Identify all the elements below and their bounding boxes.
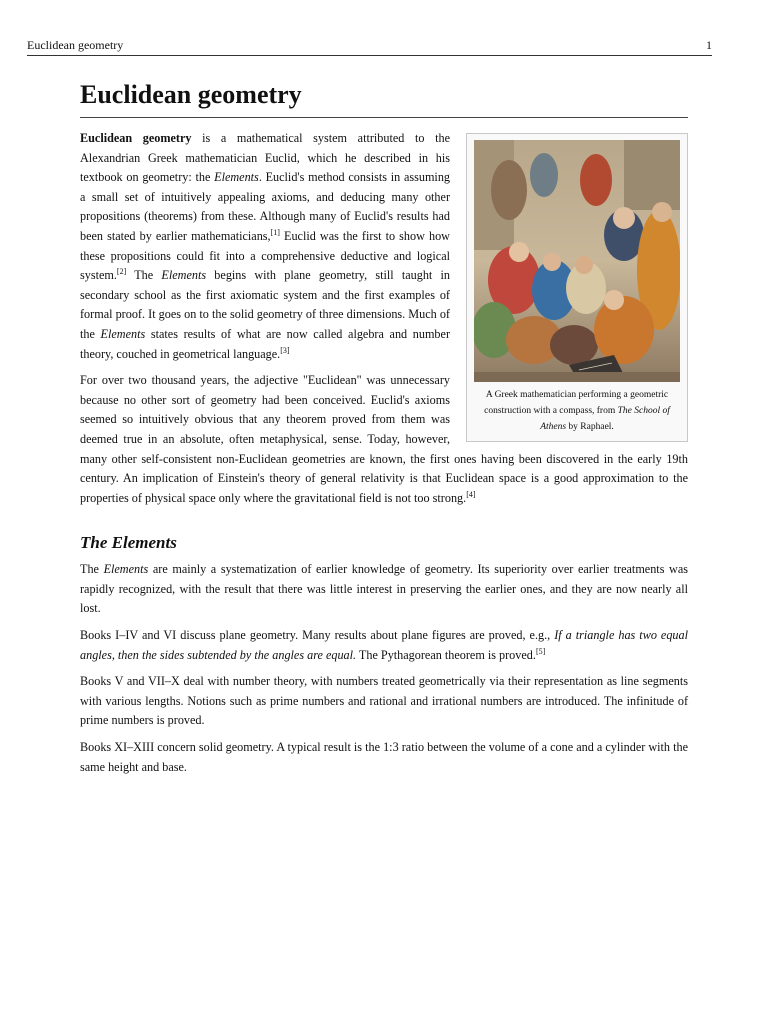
section-title-elements: The Elements	[80, 533, 177, 553]
intro-p1-text-2: . Euclid's method consists in assuming a small set of intuitively appealing axioms, and deducing many other propositions (theorems) from these. Although many of Euclid's results had been stated by earlier mathematicians,	[80, 170, 451, 243]
figure-school-of-athens	[466, 133, 688, 442]
intro-p1-text-3: Euclid was the first to show how these propositions could fit into a comprehensive deductive and logical system.	[80, 228, 450, 283]
elements-p1-text-2: are mainly a systematization of earlier knowledge of geometry. Its superiority over earlier treatments was rapidly recognized, with the result that there was little interest in preserving the earlier ones, and they are now nearly all lost.	[80, 562, 688, 616]
intro-p1-text-5: begins with plane geometry, still taught in secondary school as the first axiomatic system and the first examples of formal proof. It goes on to the solid geometry of three dimensions. Much of the	[80, 268, 451, 341]
article-body	[80, 78, 688, 784]
elements-p2-italic: If a triangle has two equal angles, then the sides subtended by the angles are equal.	[80, 628, 689, 662]
elements-paragraph-3: Books V and VII–X deal with number theory, with numbers treated geometrically via their representation as line segments with various lengths. Notions such as prime numbers and rational and irrational numbers are introduced. The infinitude of prime numbers is proved.	[80, 674, 688, 728]
page-number: 1	[706, 38, 712, 52]
elements-p2-text-1: Books I–IV and VI discuss plane geometry. Many results about plane figures are proved, e.g.,	[80, 628, 555, 643]
elements-p1-text-1: The	[80, 562, 104, 577]
running-header	[27, 38, 712, 56]
caption-text-a: A Greek mathematician performing a geometric construction with a compass, from	[484, 390, 669, 416]
page-title: Euclidean geometry	[80, 78, 688, 118]
elements-p1-italic: Elements	[103, 562, 149, 577]
figure-caption	[467, 382, 687, 435]
intro-lead-term: Euclidean geometry	[80, 131, 192, 145]
reference-link-3[interactable]: [3]	[280, 345, 290, 355]
intro-p2-text: For over two thousand years, the adjective "Euclidean" was unnecessary because no other sort of geometry had been conceived. Euclid's axioms seemed so intuitively obvious that any theorem proved from them was deemed true in an absolute, often metaphysical, sense. Today, however, many other self-consistent non-Euclidean geometries are known, the first ones having been discovered in the early 19th century. An implication of Einstein's theory of general relativity is that Euclidean space is a good approximation to the properties of physical space only where the gravitational field is not too strong.	[80, 373, 688, 505]
intro-p1-text-4: The	[126, 268, 162, 283]
reference-link-1[interactable]: [1]	[270, 227, 280, 237]
intro-p1-text-6: states results of what are now called algebra and number theory, couched in geometrical language.	[80, 326, 450, 361]
caption-text-b: by Raphael.	[566, 422, 614, 432]
school-of-athens-painting	[474, 140, 680, 382]
intro-p1-italic-1: Elements	[214, 170, 259, 185]
running-header-title: Euclidean geometry	[27, 38, 124, 52]
intro-p1-italic-3: Elements	[100, 326, 146, 341]
elements-paragraph-2	[80, 626, 688, 665]
intro-p1-italic-2: Elements	[161, 268, 207, 283]
elements-paragraph-4: Books XI–XIII concern solid geometry. A typical result is the 1:3 ratio between the volume of a cone and a cylinder with the same height and base.	[80, 740, 688, 774]
reference-link-5[interactable]: [5]	[535, 646, 546, 656]
elements-p2-text-2: The Pythagorean theorem is proved.	[356, 647, 536, 662]
caption-painting-title: The School of Athens	[540, 406, 670, 432]
intro-p1-text-1: is a mathematical system attributed to the Alexandrian Greek mathematician Euclid, which he described in his textbook on geometry: the	[80, 131, 450, 185]
reference-link-4[interactable]: [4]	[466, 489, 476, 499]
elements-paragraph-1	[80, 560, 688, 619]
reference-link-2[interactable]: [2]	[116, 267, 127, 277]
